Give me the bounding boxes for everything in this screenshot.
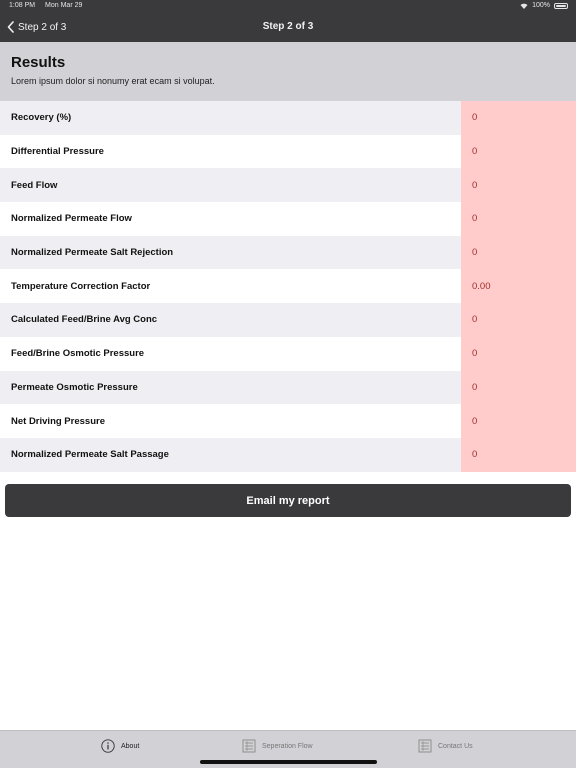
table-row bbox=[0, 303, 576, 337]
row-label: Net Driving Pressure bbox=[0, 404, 461, 438]
row-value: 0 bbox=[461, 337, 576, 371]
tab-about[interactable] bbox=[101, 739, 139, 753]
status-right bbox=[520, 2, 568, 9]
table-row bbox=[0, 101, 576, 135]
battery-icon bbox=[554, 3, 568, 9]
row-label: Differential Pressure bbox=[0, 135, 461, 169]
status-time: 1:08 PM bbox=[9, 2, 36, 9]
page-title: Results bbox=[11, 54, 66, 71]
row-label: Feed/Brine Osmotic Pressure bbox=[0, 337, 461, 371]
tab-seperation-flow-label: Seperation Flow bbox=[262, 742, 313, 750]
nav-title: Step 2 of 3 bbox=[262, 21, 314, 32]
row-label: Permeate Osmotic Pressure bbox=[0, 371, 461, 405]
contact-icon bbox=[418, 739, 432, 753]
email-report-button[interactable]: Email my report bbox=[5, 484, 571, 517]
status-left bbox=[9, 2, 90, 9]
row-label: Calculated Feed/Brine Avg Conc bbox=[0, 303, 461, 337]
home-indicator[interactable] bbox=[200, 760, 377, 764]
table-row bbox=[0, 168, 576, 202]
status-bar bbox=[0, 0, 576, 13]
table-row bbox=[0, 404, 576, 438]
row-label: Temperature Correction Factor bbox=[0, 269, 461, 303]
table-row bbox=[0, 135, 576, 169]
row-value: 0 bbox=[461, 303, 576, 337]
row-value: 0 bbox=[461, 101, 576, 135]
row-value: 0 bbox=[461, 438, 576, 472]
row-value: 0 bbox=[461, 202, 576, 236]
status-date: Mon Mar 29 bbox=[45, 2, 83, 9]
row-value: 0 bbox=[461, 168, 576, 202]
table-row bbox=[0, 438, 576, 472]
row-value: 0 bbox=[461, 236, 576, 270]
table-row bbox=[0, 371, 576, 405]
row-label: Feed Flow bbox=[0, 168, 461, 202]
row-label: Normalized Permeate Flow bbox=[0, 202, 461, 236]
row-label: Recovery (%) bbox=[0, 101, 461, 135]
tab-contact-us-label: Contact Us bbox=[438, 742, 473, 750]
row-label: Normalized Permeate Salt Rejection bbox=[0, 236, 461, 270]
row-value: 0 bbox=[461, 404, 576, 438]
info-icon bbox=[101, 739, 115, 753]
navigation-bar bbox=[0, 13, 576, 42]
results-header bbox=[0, 42, 576, 101]
results-table bbox=[0, 101, 576, 472]
wifi-icon bbox=[520, 3, 528, 9]
tab-contact-us[interactable] bbox=[418, 739, 473, 753]
row-value: 0 bbox=[461, 371, 576, 405]
row-label: Normalized Permeate Salt Passage bbox=[0, 438, 461, 472]
table-row bbox=[0, 337, 576, 371]
battery-percent: 100% bbox=[532, 2, 550, 9]
page-subtitle: Lorem ipsum dolor si nonumy erat ecam si volupat. bbox=[11, 76, 215, 86]
table-row bbox=[0, 202, 576, 236]
row-value: 0.00 bbox=[461, 269, 576, 303]
tab-seperation-flow[interactable] bbox=[242, 739, 313, 753]
tab-about-label: About bbox=[121, 742, 140, 750]
table-row bbox=[0, 269, 576, 303]
flow-icon bbox=[242, 739, 256, 753]
row-value: 0 bbox=[461, 135, 576, 169]
table-row bbox=[0, 236, 576, 270]
back-button-label: Step 2 of 3 bbox=[18, 21, 67, 33]
